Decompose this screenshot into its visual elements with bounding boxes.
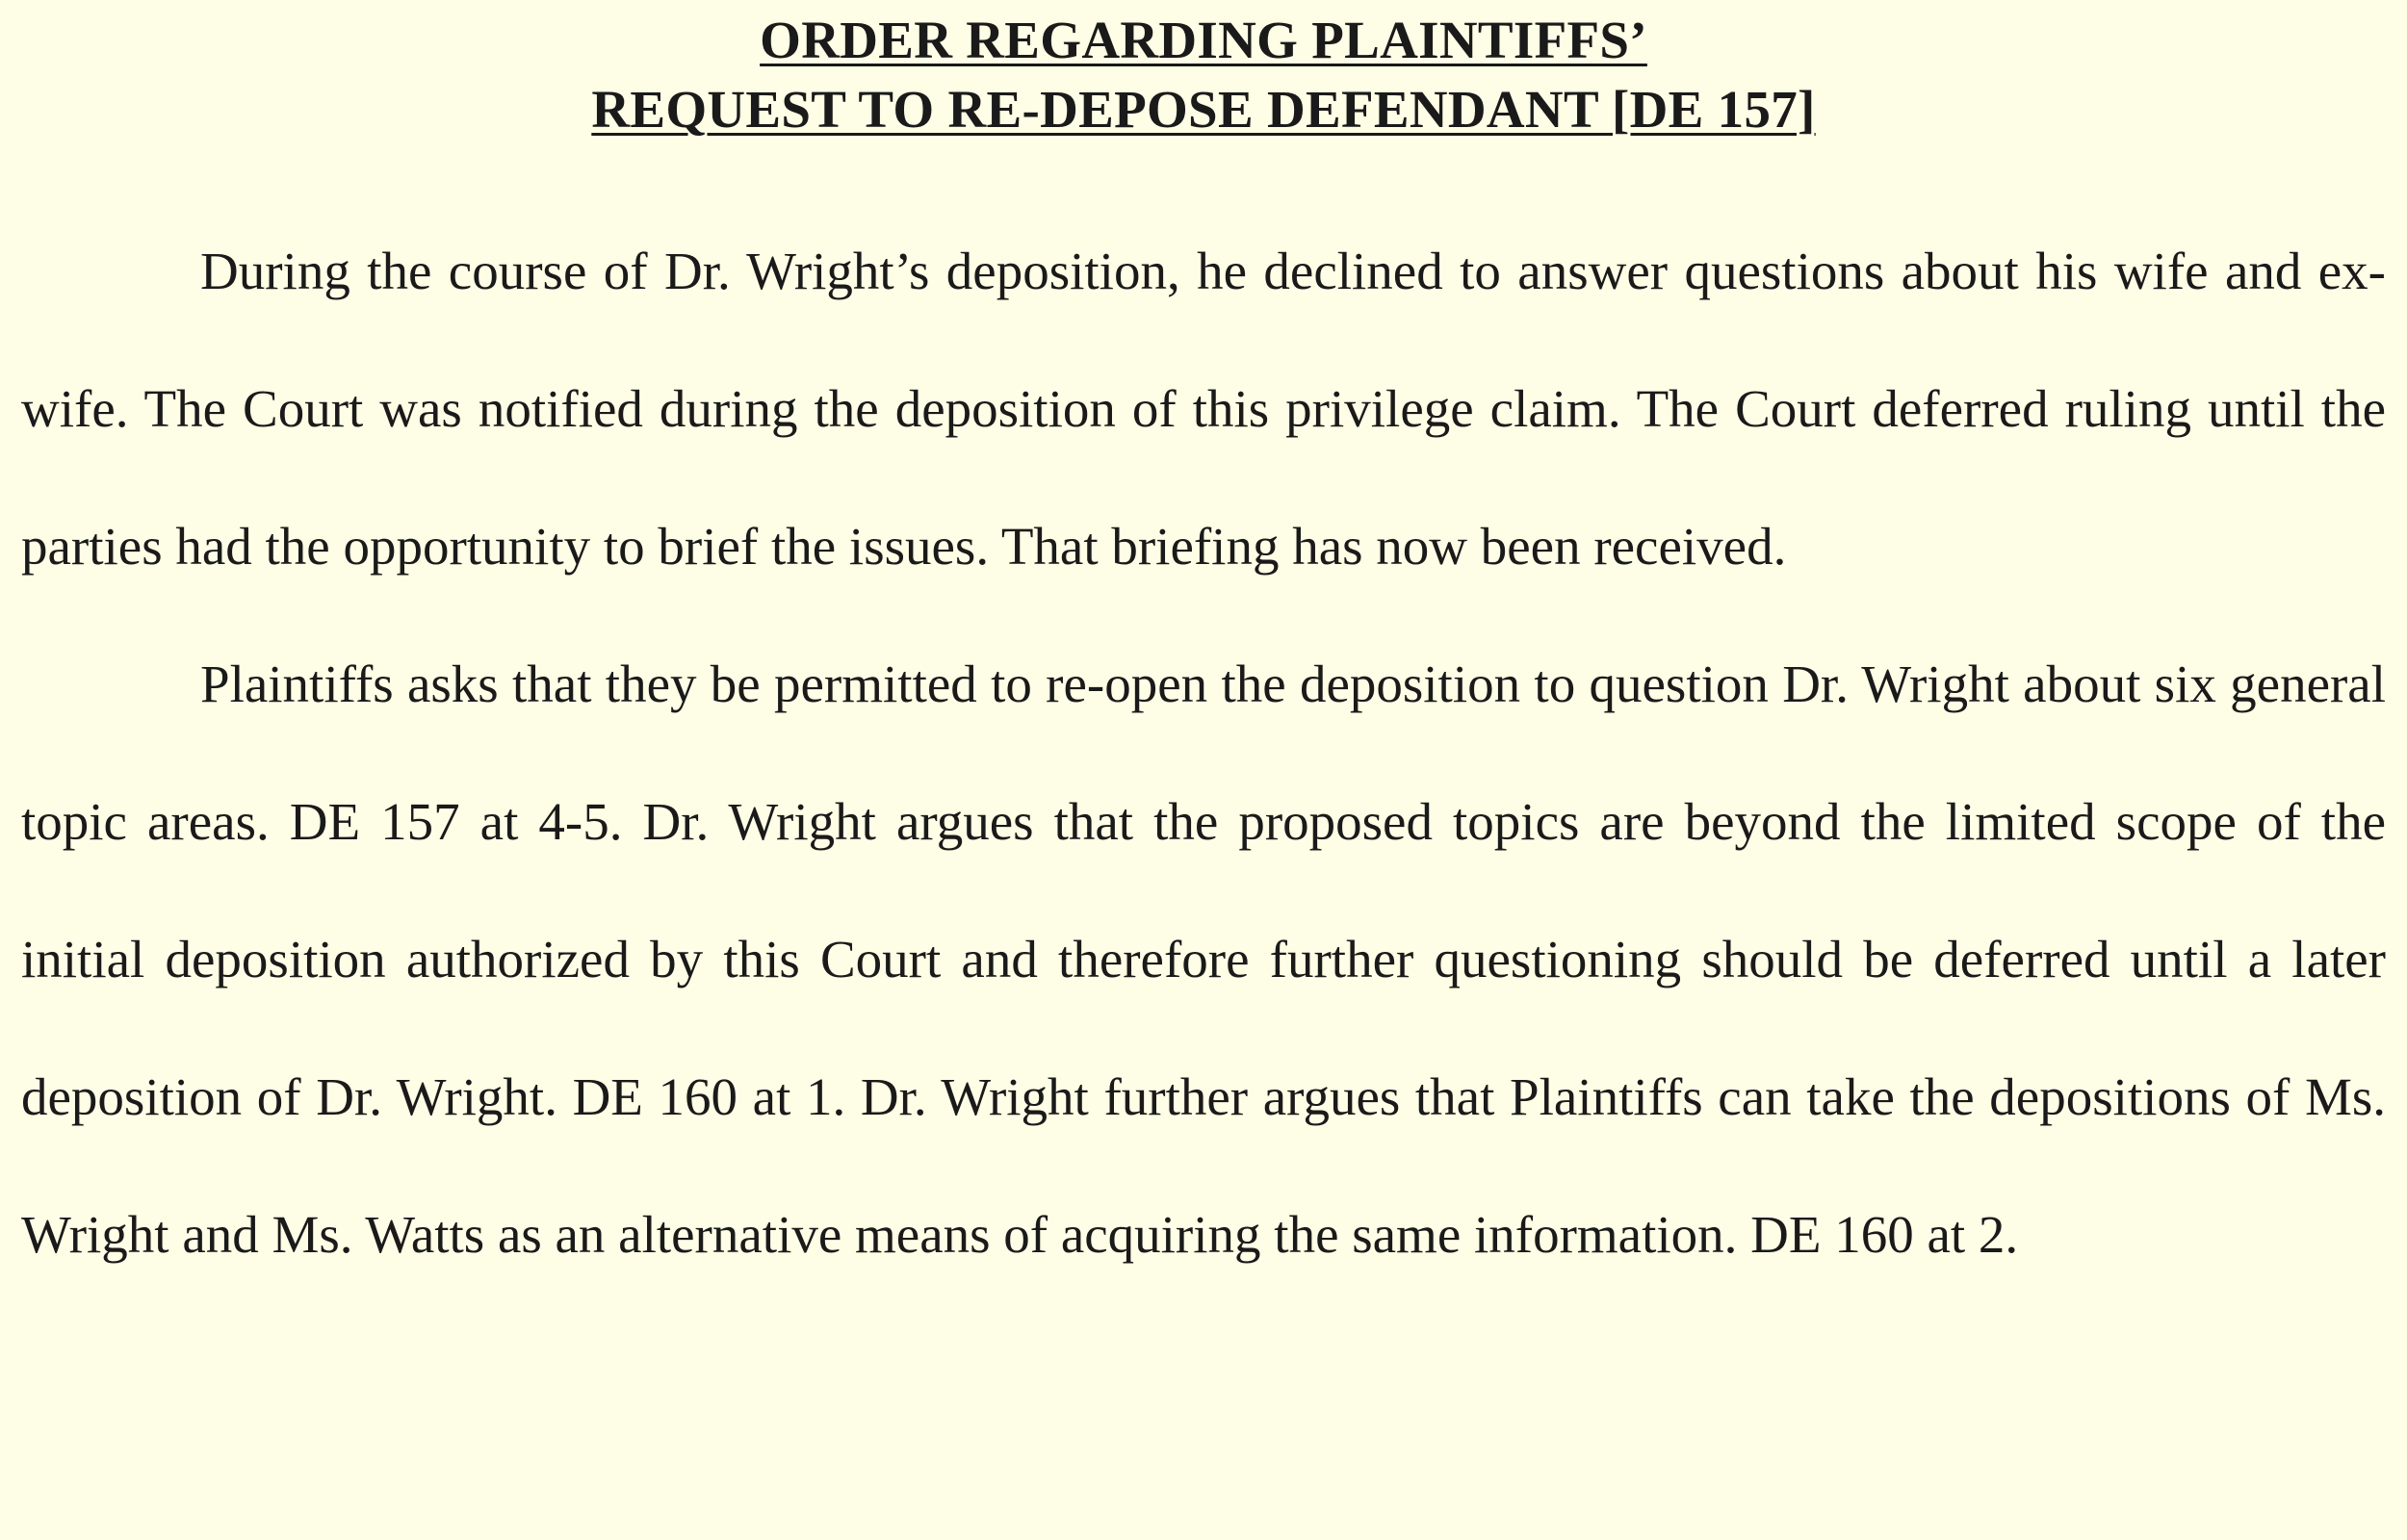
order-body xyxy=(21,202,2386,1303)
order-title-line-2: REQUEST TO RE-DEPOSE DEFENDANT [DE 157] xyxy=(591,80,1816,139)
paragraph-2: Plaintiffs asks that they be permitted to re-open the deposition to question Dr. Wright about six general topic areas. DE 157 at 4-5. Dr. Wright argues that the proposed topics are beyond the limited scope of the initial deposition authorized by this Court and therefore further questioning should be deferred until a later deposition of Dr. Wright. DE 160 at 1. Dr. Wright further argues that Plaintiffs can take the depositions of Ms. Wright and Ms. Watts as an alternative means of acquiring the same information. DE 160 at 2. xyxy=(21,654,2386,1264)
order-title-line-1: ORDER REGARDING PLAINTIFFS’ xyxy=(760,11,1647,69)
paragraph-1: During the course of Dr. Wright’s deposition, he declined to answer questions about his wife and ex-wife. The Court was notified during the deposition of this privilege claim. The Court deferred ruling until the parties had the opportunity to brief the issues. That briefing has now been received. xyxy=(21,242,2386,576)
order-title xyxy=(21,0,2386,144)
